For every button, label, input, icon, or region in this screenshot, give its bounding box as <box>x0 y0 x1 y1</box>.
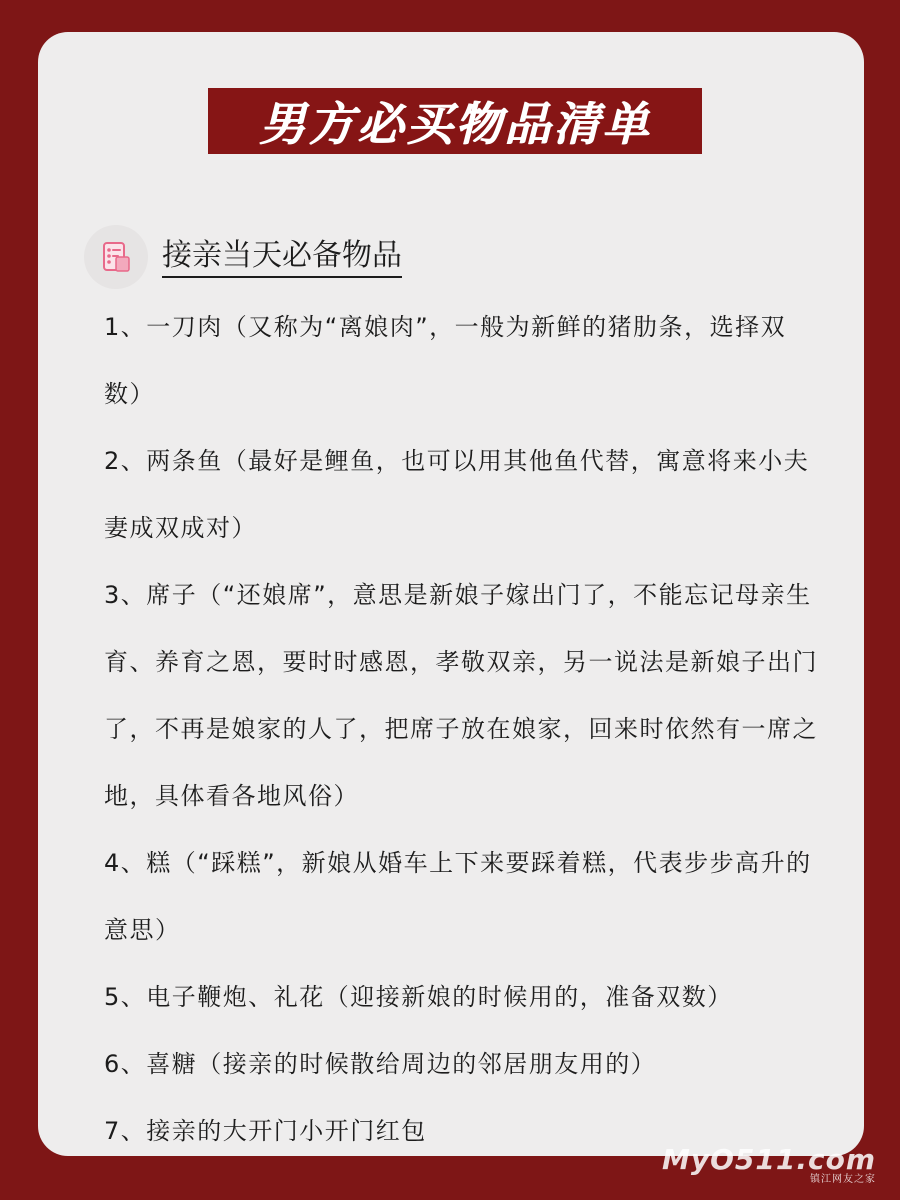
page-title: 男方必买物品清单 <box>259 97 651 151</box>
watermark-subtitle: 镇江网友之家 <box>810 1174 876 1185</box>
content-card <box>38 32 864 1156</box>
watermark-logo: MyO511.com <box>661 1143 876 1176</box>
list-item: 1、一刀肉（又称为“离娘肉”，一般为新鲜的猪肋条，选择双数） <box>104 313 787 408</box>
item-list <box>104 294 824 1156</box>
list-item: 2、两条鱼（最好是鲤鱼，也可以用其他鱼代替，寓意将来小夫妻成双成对） <box>104 447 810 542</box>
title-banner <box>208 88 702 154</box>
checklist-icon <box>84 225 148 289</box>
list-item: 7、接亲的大开门小开门红包 <box>104 1117 427 1145</box>
list-item: 3、席子（“还娘席”，意思是新娘子嫁出门了，不能忘记母亲生育、养育之恩，要时时感恩，孝敬双亲，另一说法是新娘子出门了，不再是娘家的人了，把席子放在娘家，回来时依然有一席之地，具体看各地风俗） <box>104 581 818 810</box>
watermark <box>661 1143 876 1186</box>
list-item: 6、喜糖（接亲的时候散给周边的邻居朋友用的） <box>104 1050 657 1078</box>
section-title: 接亲当天必备物品 <box>162 237 402 278</box>
section-header <box>84 225 402 289</box>
list-item: 4、糕（“踩糕”，新娘从婚车上下来要踩着糕，代表步步高升的意思） <box>104 849 812 944</box>
list-item: 5、电子鞭炮、礼花（迎接新娘的时候用的，准备双数） <box>104 983 733 1011</box>
